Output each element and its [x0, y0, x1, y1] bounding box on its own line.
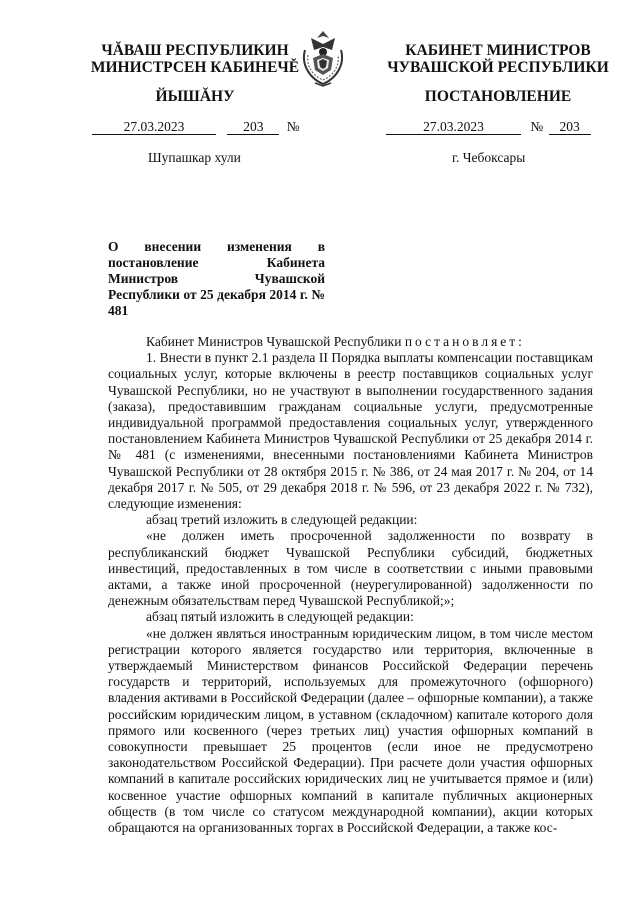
- header-left-line2: МИНИСТРСЕН КАБИНЕЧĚ: [90, 59, 300, 76]
- date-left: 27.03.2023: [92, 119, 216, 135]
- header-right-line1: КАБИНЕТ МИНИСТРОВ: [405, 42, 591, 59]
- place-left: Шупашкар хули: [148, 150, 241, 165]
- header-right: [378, 42, 618, 76]
- intro-prefix: Кабинет Министров Чувашской Республики: [146, 334, 402, 349]
- header-right-line2: ЧУВАШСКОЙ РЕСПУБЛИКИ: [387, 59, 609, 76]
- number-sign-right: №: [530, 119, 544, 134]
- body-paragraph-2: абзац третий изложить в следующей редакции:: [146, 512, 418, 528]
- header-left: [80, 42, 310, 76]
- dateline-right: [386, 119, 591, 135]
- header-left-line1: ЧĂВАШ РЕСПУБЛИКИН: [101, 42, 289, 59]
- body-intro: [108, 334, 593, 350]
- doc-type-left: ЙЫШĂНУ: [155, 88, 235, 105]
- dateline-left: [92, 119, 300, 135]
- emblem-icon: [299, 28, 347, 88]
- place-right: г. Чебоксары: [452, 150, 526, 165]
- number-sign-left: №: [286, 119, 300, 134]
- document-subject: О внесении изменения в постановление Кабинета Министров Чувашской Республики от 25 декабря 2014 г. № 481: [108, 239, 325, 318]
- document-body: [108, 334, 593, 836]
- date-right: 27.03.2023: [386, 119, 521, 135]
- body-paragraph-4: абзац пятый изложить в следующей редакции:: [146, 609, 414, 625]
- body-paragraph-3: «не должен иметь просроченной задолженности по возврату в республиканский бюджет Чувашской Республики субсидий, бюджетных инвестиций, предоставленных в том числе в соответствии с иными правовыми актами, а также иной просроченной (неурегулированной) задолженности по денежным обязательствам перед Чувашской Республикой;»;: [108, 528, 593, 609]
- body-paragraph-1: 1. Внести в пункт 2.1 раздела II Порядка выплаты компенсации поставщикам социальных услуг, которые включены в реестр поставщиков социальных услуг Чувашской Республики, но не участвуют в выполнении государственного задания (заказа), предоставившим гражданам социальные услуги, предусмотренные индивидуальной программой предоставления социальных услуг, утвержденного постановлением Кабинета Министров Чувашской Республики от 25 декабря 2014 г. № 481 (с изменениями, внесенными постановлениями Кабинета Министров Чувашской Республики от 28 октября 2015 г. № 386, от 24 мая 2017 г. № 204, от 14 декабря 2017 г. № 505, от 29 декабря 2018 г. № 596, от 23 декабря 2022 г. № 732), следующие изменения:: [108, 350, 593, 512]
- number-left: 203: [227, 119, 279, 135]
- body-paragraph-5: «не должен являться иностранным юридическим лицом, в том числе местом регистрации которого является государство или территория, включенные в утверждаемый Министерством финансов Российской Федерации перечень государств и территорий, используемых для промежуточного (офшорного) владения активами в Российской Федерации (далее – офшорные компании), а также российским юридическим лицом, в уставном (складочном) капитале которого доля прямого или косвенного (через третьих лиц) участия офшорных компаний в совокупности превышает 25 процентов (если иное не предусмотрено законодательством Российской Федерации). При расчете доли участия офшорных компаний в капитале российских юридических лиц не учитывается прямое и (или) косвенное участие офшорных компаний в капитале публичных акционерных обществ (в том числе со статусом международной компании), акции которых обращаются на организованных торгах в Российской Федерации, а также кос-: [108, 625, 593, 836]
- number-right: 203: [549, 119, 591, 135]
- intro-verb: постановляет:: [404, 334, 525, 349]
- doc-type-right: ПОСТАНОВЛЕНИЕ: [424, 88, 572, 105]
